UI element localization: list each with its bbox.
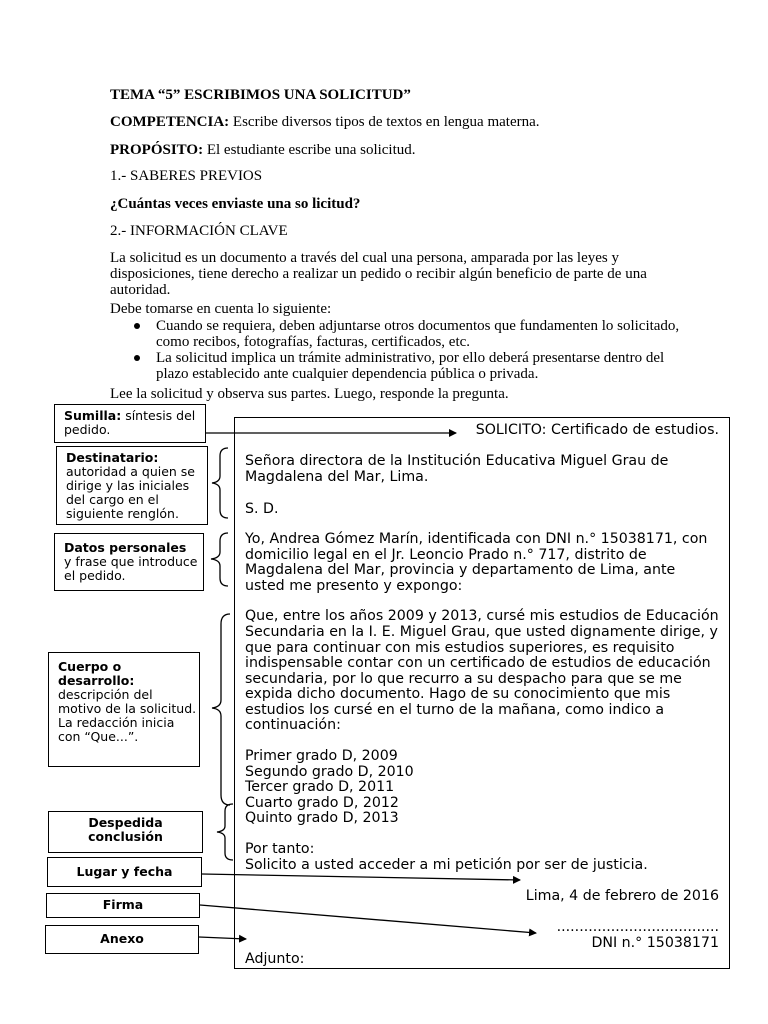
lugar-fecha-label: Lugar y fecha: [47, 857, 202, 887]
letter-sumilla: SOLICITO: Certificado de estudios.: [475, 422, 719, 438]
anexo-arrow: [199, 937, 246, 939]
letter-destinatario-line: Magdalena del Mar, Lima.: [245, 469, 429, 485]
destinatario-brace: [212, 448, 228, 518]
letter-cuerpo-line: continuación:: [245, 717, 341, 733]
letter-cuerpo-line: secundaria, por lo que recurro a su despacho para que se me: [245, 671, 682, 687]
cuerpo-label: Cuerpo o desarrollo: descripción del motivo de la solicitud. La redacción inicia con “Que...”.: [48, 652, 200, 767]
competencia-line: COMPETENCIA: Escribe diversos tipos de textos en lengua materna.: [110, 114, 540, 130]
saberes-question: ¿Cuántas veces enviaste una so licitud?: [110, 196, 361, 212]
despedida-label: Despedida conclusión: [48, 811, 203, 853]
info-paragraph-1: La solicitud es un documento a través del cual una persona, amparada por las leyes y disposiciones, tiene derecho a realizar un pedido o recibir algún beneficio de parte de una autoridad.: [110, 250, 647, 298]
letter-datos-line: domicilio legal en el Jr. Leoncio Prado n.° 717, distrito de: [245, 547, 647, 563]
firma-arrow: [200, 905, 536, 933]
letter-grado: Cuarto grado D, 2012: [245, 795, 399, 811]
letter-cuerpo-line: indispensable contar con un certificado de estudios de educación: [245, 655, 711, 671]
anexo-label: Anexo: [45, 925, 199, 954]
letter-grado: Segundo grado D, 2010: [245, 764, 414, 780]
letter-cuerpo-line: estudios los cursé en el turno de la mañana, como indico a: [245, 702, 665, 718]
cuerpo-brace: [212, 614, 230, 805]
datos-personales-label: Datos personales y frase que introduce el pedido.: [54, 533, 204, 591]
info-bullet-2: La solicitud implica un trámite administrativo, por ello deberá presentarse dentro del plazo establecido ante cualquier dependencia pública o privada.: [156, 350, 665, 382]
letter-adjunto: Adjunto:: [245, 951, 305, 967]
letter-firma-line: ....................................: [556, 919, 719, 935]
info-paragraph-3: Lee la solicitud y observa sus partes. Luego, responde la pregunta.: [110, 386, 509, 402]
letter-por-tanto: Por tanto:: [245, 841, 315, 857]
destinatario-label: Destinatario: autoridad a quien se dirige y las iniciales del cargo en el siguiente renglón.: [56, 446, 208, 525]
letter-dni: DNI n.° 15038171: [591, 935, 719, 951]
letter-datos-line: Yo, Andrea Gómez Marín, identificada con DNI n.° 15038171, con: [245, 531, 708, 547]
lugar-arrow: [202, 874, 520, 880]
info-paragraph-2: Debe tomarse en cuenta lo siguiente:: [110, 301, 332, 317]
letter-datos-line: Magdalena del Mar, provincia y departamento de Lima, ante: [245, 562, 676, 578]
letter-grado: Quinto grado D, 2013: [245, 810, 399, 826]
firma-label: Firma: [46, 893, 200, 918]
info-bullet-1: Cuando se requiera, deben adjuntarse otros documentos que fundamenten lo solicitado, como recibos, fotografías, facturas, certificados, etc.: [156, 318, 680, 350]
info-heading: 2.- INFORMACIÓN CLAVE: [110, 223, 288, 239]
letter-datos-line: usted me presento y expongo:: [245, 578, 463, 594]
proposito-line: PROPÓSITO: El estudiante escribe una solicitud.: [110, 142, 416, 158]
letter-destinatario-line: Señora directora de la Institución Educativa Miguel Grau de: [245, 453, 669, 469]
letter-fecha: Lima, 4 de febrero de 2016: [525, 888, 719, 904]
sumilla-label: Sumilla: síntesis del pedido.: [54, 404, 206, 443]
letter-grado: Primer grado D, 2009: [245, 748, 398, 764]
letter-grado: Tercer grado D, 2011: [245, 779, 395, 795]
datos-brace: [211, 533, 228, 586]
saberes-heading: 1.- SABERES PREVIOS: [110, 168, 263, 184]
page-title: TEMA “5” ESCRIBIMOS UNA SOLICITUD”: [110, 87, 411, 103]
letter-cuerpo-line: expida dicho documento. Hago de su conocimiento que mis: [245, 686, 671, 702]
letter-cuerpo-line: que para continuar con mis estudios superiores, es requisito: [245, 640, 675, 656]
letter-sd: S. D.: [245, 501, 279, 517]
despedida-brace: [217, 804, 233, 860]
letter-cuerpo-line: Secundaria en la I. E. Miguel Grau, que usted dignamente dirige, y: [245, 624, 718, 640]
letter-cuerpo-line: Que, entre los años 2009 y 2013, cursé mis estudios de Educación: [245, 608, 719, 624]
letter-peticion: Solicito a usted acceder a mi petición por ser de justicia.: [245, 857, 648, 873]
